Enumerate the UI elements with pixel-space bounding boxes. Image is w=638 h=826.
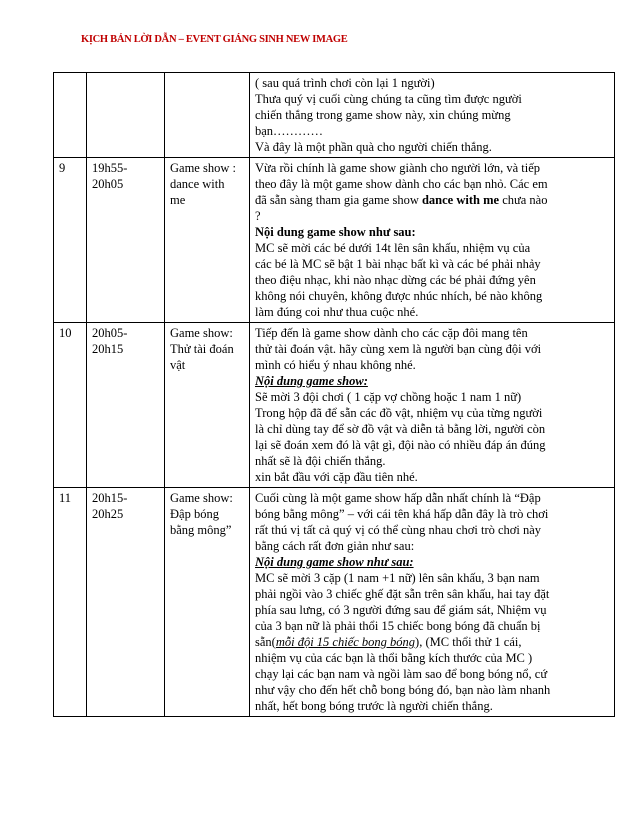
row-time-cell [87,73,165,158]
row-time: 20h05- [92,326,128,340]
row-time: 20h15 [92,342,124,356]
row-name: vật [170,358,186,372]
row-content-cell [250,323,615,488]
content-line: Thưa quý vị cuối cùng chúng ta cũng tìm được người [255,92,522,106]
content-text: sẵn( [255,635,276,649]
table-row [54,323,615,488]
content-line: Sẽ mời 3 đội chơi ( 1 cặp vợ chồng hoặc 1 nam 1 nữ) [255,390,522,404]
row-time: 20h25 [92,507,124,521]
content-line: nhất sẽ là đội chiến thắng. [255,454,386,468]
content-line: phía sau lưng, có 3 người đứng sau để giám sát, Nhiệm vụ [255,603,547,617]
row-number-cell [54,158,87,323]
content-text: chưa nào [499,193,548,207]
content-line: lại sẽ đoán xem đó là vật gì, đội nào có nhiều đáp án đúng [255,438,546,452]
content-line: phải ngồi vào 3 chiếc ghế đặt sẵn trên sân khấu, hai tay đặt [255,587,550,601]
script-table [53,72,615,717]
section-heading: Nội dung game show như sau: [255,555,414,569]
content-line: bằng cách rất đơn giản như sau: [255,539,415,553]
row-number-cell [54,323,87,488]
row-content-cell [250,488,615,717]
table-row [54,73,615,158]
content-line: thử tài đoán vật. hãy cùng xem là người bạn cùng đội với [255,342,542,356]
row-name: Game show : [170,161,236,175]
row-name: Game show: [170,491,233,505]
row-name: me [170,193,186,207]
content-line: bóng bằng mông” – với cái tên khá hấp dẫn đây là trò chơi [255,507,549,521]
content-line: MC sẽ mời các bé dưới 14t lên sân khấu, nhiệm vụ của [255,241,531,255]
content-line: nhiệm vụ của các bạn là thổi bằng kích thước của MC ) [255,651,533,665]
row-number: 11 [59,491,72,505]
content-line: theo điệu nhạc, khi nào nhạc dừng các bé phải đứng yên [255,273,536,287]
row-time: 20h15- [92,491,128,505]
content-line: chiến thắng trong game show này, xin chúng mừng [255,108,511,122]
row-name: Đập bóng [170,507,219,521]
row-name-cell [165,488,250,717]
content-text: ), (MC thổi thử 1 cái, [415,635,522,649]
content-line: như vậy cho đến hết chỗ bong bóng đó, bạn nào làm nhanh [255,683,551,697]
content-line: Vừa rồi chính là game show giành cho người lớn, và tiếp [255,161,541,175]
row-time-cell [87,158,165,323]
content-line: rất thú vị tất cả quý vị có thể cùng nhau chơi trò chơi này [255,523,542,537]
row-time-cell [87,323,165,488]
row-number: 10 [59,326,72,340]
row-name: bằng mông” [170,523,232,537]
row-time: 20h05 [92,177,124,191]
content-line: của 3 bạn nữ là phải thổi 15 chiếc bong bóng đã chuẩn bị [255,619,541,633]
document-title: KỊCH BẢN LỜI DẪN – EVENT GIÁNG SINH NEW IMAGE [81,34,348,45]
content-line: Trong hộp đã để sẵn các đồ vật, nhiệm vụ của từng người [255,406,543,420]
row-name: Thử tài đoán [170,342,234,356]
row-number-cell [54,488,87,717]
row-name: dance with [170,177,225,191]
content-line: làm đúng coi như thua cuộc nhé. [255,305,419,319]
row-number: 9 [59,161,66,175]
content-line: mình có hiểu ý nhau không nhé. [255,358,416,372]
row-content-cell [250,73,615,158]
row-time: 19h55- [92,161,128,175]
content-line: nhất, hết bong bóng trước là người chiến thắng. [255,699,493,713]
content-text: đã sẵn sàng tham gia game show [255,193,422,207]
content-line: ( sau quá trình chơi còn lại 1 người) [255,76,435,90]
section-heading: Nội dung game show như sau: [255,225,416,239]
table-row [54,488,615,717]
content-line: theo đây là một game show dành cho các bạn nhỏ. Các em [255,177,548,191]
row-time-cell [87,488,165,717]
row-name: Game show: [170,326,233,340]
row-name-cell [165,73,250,158]
italic-note: mỗi đội 15 chiếc bong bóng [275,635,416,649]
content-line: là chỉ dùng tay để sờ đồ vật và diễn tả bằng lời, người còn [255,422,546,436]
section-heading: Nội dung game show: [255,374,368,388]
content-line: ? [255,209,261,223]
content-line [255,634,609,650]
content-line: chạy lại các bạn nam và ngồi làm sao để bong bóng nổ, cứ [255,667,548,681]
row-number-cell [54,73,87,158]
content-line: Và đây là một phần quà cho người chiến thắng. [255,140,492,154]
content-line: bạn………… [255,124,324,138]
content-line [255,192,609,208]
content-line: không nói chuyên, không được nhúc nhích, bé nào không [255,289,543,303]
row-name-cell [165,158,250,323]
content-line: MC sẽ mời 3 cặp (1 nam +1 nữ) lên sân khấu, 3 bạn nam [255,571,540,585]
content-line: Cuối cùng là một game show hấp dẫn nhất chính là “Đập [255,491,541,505]
content-line: Tiếp đến là game show dành cho các cặp đôi mang tên [255,326,528,340]
content-line: các bé là MC sẽ bật 1 bài nhạc bất kì và các bé phải nhảy [255,257,541,271]
row-content-cell [250,158,615,323]
content-line: xin bắt đầu với cặp đầu tiên nhé. [255,470,418,484]
game-title: dance with me [421,193,500,207]
table-row [54,158,615,323]
row-name-cell [165,323,250,488]
